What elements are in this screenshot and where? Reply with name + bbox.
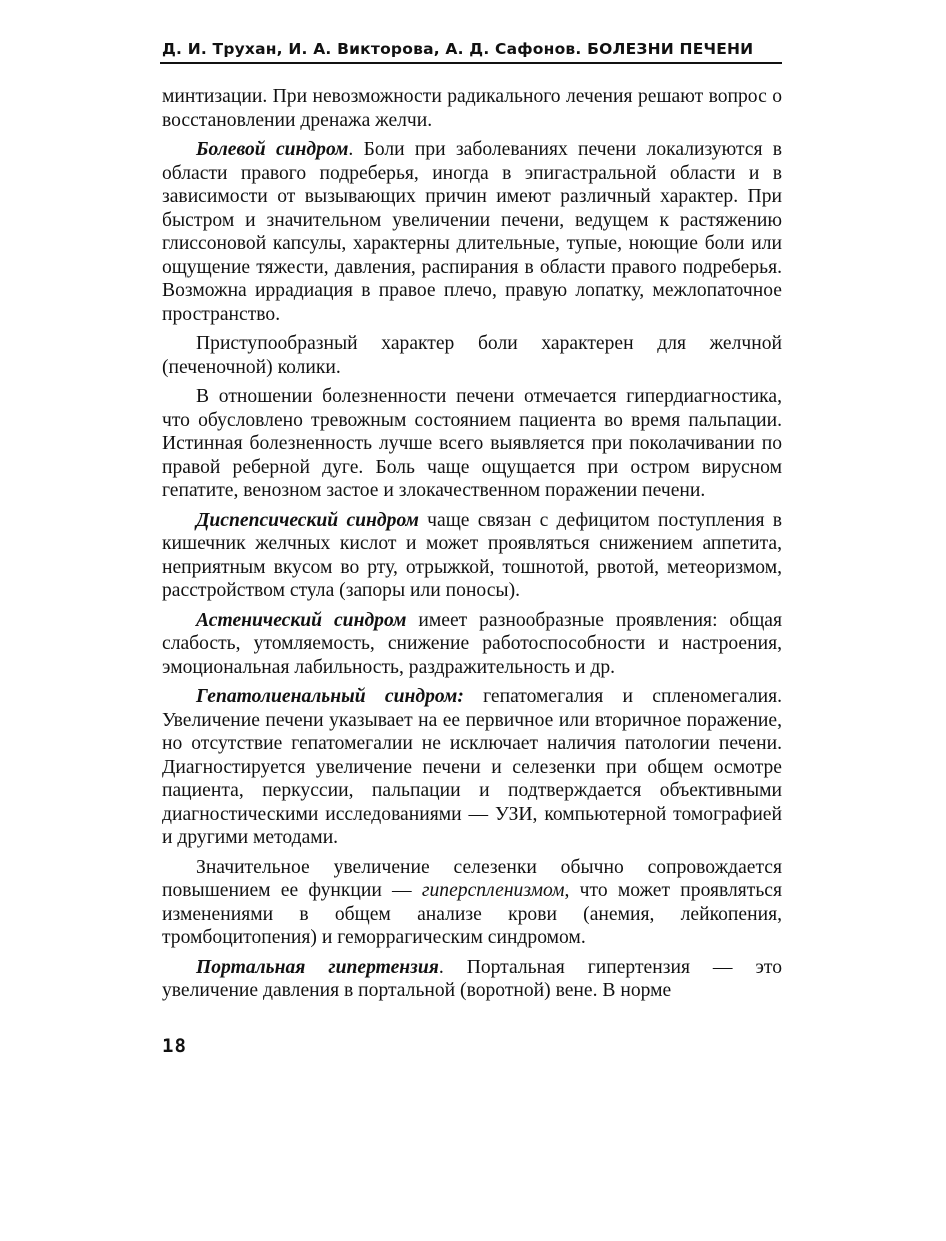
paragraph-text: . Портальная гипертензия — это увеличение давления в портальной (воротной) вене. В норме xyxy=(162,956,783,1001)
running-head: Д. И. Трухан, И. А. Викторова, А. Д. Сафонов. БОЛЕЗНИ ПЕЧЕНИ xyxy=(162,40,754,58)
paragraph-text: . Боли при заболеваниях печени локализуются в области правого подреберья, иногда в эпигастральной области и в зависимости от вызывающих причин имеют различный характер. При быстром и значительном увеличении печени, ведущем к растяжению глиссоновой капсулы, характерны длительные, тупые, ноющие боли или ощущение тяжести, давления, распирания в области правого подреберья. Возможна иррадиация в правое плечо, правую лопатку, межлопаточное пространство. xyxy=(162,139,782,325)
paragraph-text: чаще связан с дефицитом поступления в кишечник желчных кислот и может проявляться снижением аппетита, неприятным вкусом во рту, отрыжкой, тошнотой, рвотой, метеоризмом, расстройством стула (запоры или поносы). xyxy=(162,509,782,601)
paragraph-continuation: минтизации. При невозможности радикального лечения решают вопрос о восстановлении дренажа желчи. xyxy=(162,86,782,131)
paragraph-portal-hypertension xyxy=(162,956,782,1003)
term-dyspeptic-syndrome: Диспепсический синдром xyxy=(196,509,419,531)
term-asthenic-syndrome: Астенический синдром xyxy=(196,609,407,631)
page-number: 18 xyxy=(162,1035,187,1057)
term-portal-hypertension: Портальная гипертензия xyxy=(196,956,439,978)
paragraph-text: , что может проявляться изменениями в общем анализе крови (анемия, лейкопения, тромбоцитопения) и геморрагическим синдромом. xyxy=(162,880,782,948)
term-hypersplenism: гиперспленизмом xyxy=(421,880,565,901)
paragraph-pain-syndrome xyxy=(162,138,782,326)
paragraph-asthenic-syndrome xyxy=(162,609,782,680)
body-text xyxy=(162,85,782,1009)
term-hepatolienal-syndrome: Гепатолиенальный синдром: xyxy=(196,686,464,707)
paragraph-hepatolienal-syndrome xyxy=(162,685,782,850)
term-pain-syndrome: Болевой синдром xyxy=(196,139,349,160)
paragraph-tenderness: В отношении болезненности печени отмечается гипердиагностика, что обусловлено тревожным состоянием пациента во время пальпации. Истинная болезненность лучше всего выявляется при поколачивании по правой реберной дуге. Боль чаще ощущается при остром вирусном гепатите, венозном застое и злокачественном поражении печени. xyxy=(162,386,782,501)
paragraph-dyspeptic-syndrome xyxy=(162,509,782,603)
paragraph-text: Значительное увеличение селезенки обычно сопровождается повышением ее функции — xyxy=(162,856,782,901)
paragraph-hypersplenism xyxy=(162,856,782,950)
paragraph-text: гепатомегалия и спленомегалия. Увеличение печени указывает на ее первичное или вторичное поражение, но отсутствие гепатомегалии не исключает наличия патологии печени. Диагностируется увеличение печени и селезенки при общем осмотре пациента, перкуссии, пальпации и подтверждается объективными диагностическими исследованиями — УЗИ, компьютерной томографией и другими методами. xyxy=(162,686,782,848)
header-rule xyxy=(160,62,782,64)
paragraph-colic: Приступообразный характер боли характерен для желчной (печеночной) колики. xyxy=(162,333,782,378)
paragraph-text: имеет разнообразные проявления: общая слабость, утомляемость, снижение работоспособности и настроения, эмоциональная лабильность, раздражительность и др. xyxy=(162,609,782,678)
